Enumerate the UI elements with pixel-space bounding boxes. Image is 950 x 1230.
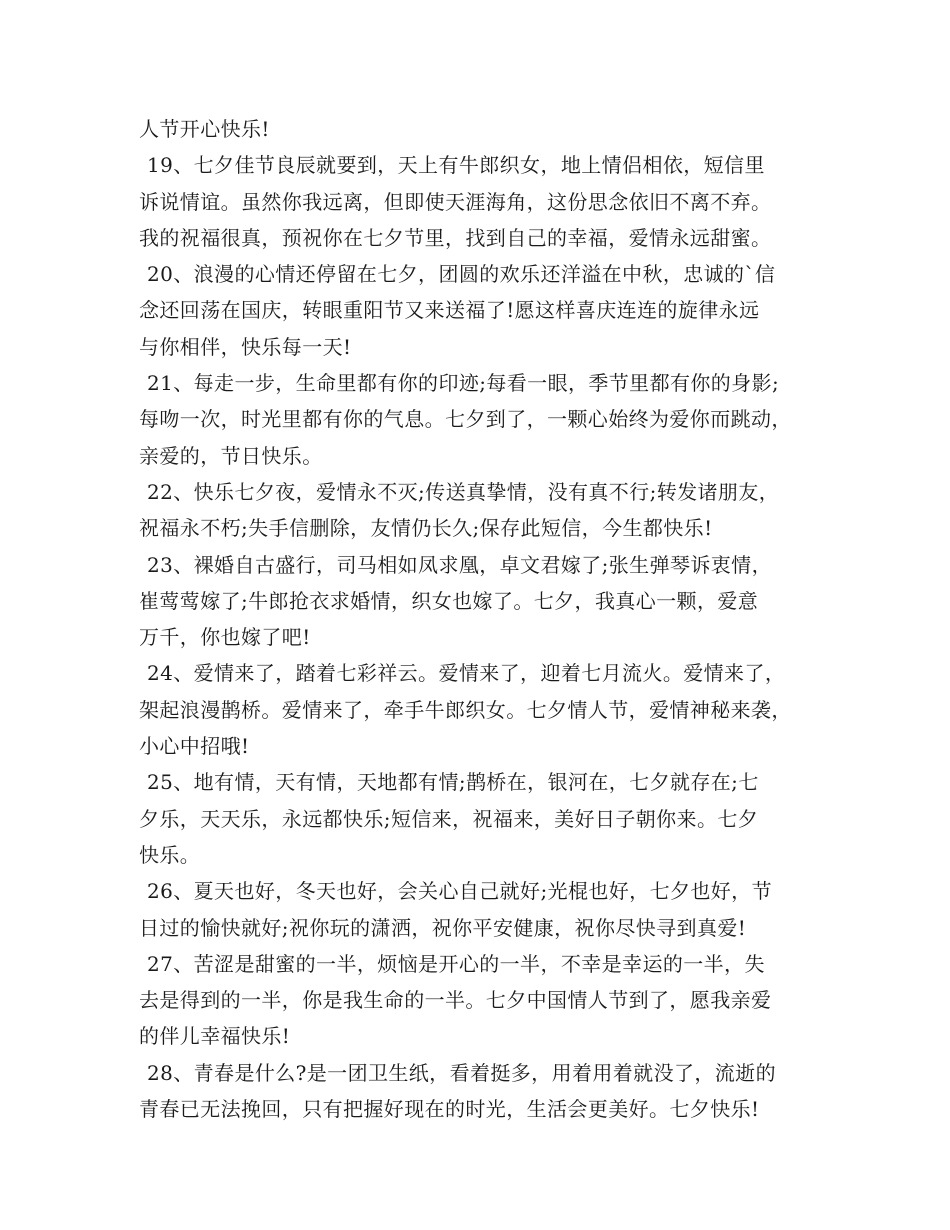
text-line: 28、青春是什么?是一团卫生纸，看着挺多，用着用着就没了，流逝的 bbox=[147, 1060, 776, 1085]
text-line: 小心中招哦! bbox=[139, 734, 250, 759]
text-line: 27、苦涩是甜蜜的一半，烦恼是开心的一半，不幸是幸运的一半，失 bbox=[147, 951, 765, 976]
text-line: 诉说情谊。虽然你我远离，但即使天涯海角，这份思念依旧不离不弃。 bbox=[139, 189, 772, 214]
text-line: 日过的愉快就好;祝你玩的潇洒，祝你平安健康，祝你尽快寻到真爱! bbox=[139, 915, 747, 940]
document-body bbox=[139, 111, 839, 1127]
text-line: 23、裸婚自古盛行，司马相如凤求凰，卓文君嫁了;张生弹琴诉衷情， bbox=[147, 552, 772, 577]
text-line: 快乐。 bbox=[139, 842, 201, 867]
text-line: 崔莺莺嫁了;牛郎抢衣求婚情，织女也嫁了。七夕，我真心一颗，爱意 bbox=[139, 588, 759, 613]
text-line: 25、地有情，天有情，天地都有情;鹊桥在，银河在，七夕就存在;七 bbox=[147, 770, 759, 795]
text-line: 亲爱的，节日快乐。 bbox=[139, 443, 323, 468]
text-line: 19、七夕佳节良辰就要到，天上有牛郎织女，地上情侣相依，短信里 bbox=[147, 153, 765, 178]
text-line: 20、浪漫的心情还停留在七夕，团圆的欢乐还洋溢在中秋，忠诚的`信 bbox=[147, 262, 776, 287]
text-line: 26、夏天也好，冬天也好，会关心自己就好;光棍也好，七夕也好，节 bbox=[147, 879, 772, 904]
text-line: 去是得到的一半，你是我生命的一半。七夕中国情人节到了，愿我亲爱 bbox=[139, 988, 772, 1013]
text-line: 万千，你也嫁了吧! bbox=[139, 625, 311, 650]
text-line: 的伴儿幸福快乐! bbox=[139, 1024, 291, 1049]
text-line: 架起浪漫鹊桥。爱情来了，牵手牛郎织女。七夕情人节，爱情神秘来袭， bbox=[139, 697, 792, 722]
text-line: 21、每走一步，生命里都有你的印迹;每看一眼，季节里都有你的身影; bbox=[147, 371, 780, 396]
text-line: 夕乐，天天乐，永远都快乐;短信来，祝福来，美好日子朝你来。七夕 bbox=[139, 806, 759, 831]
text-line: 22、快乐七夕夜，爱情永不灭;传送真挚情，没有真不行;转发诸朋友， bbox=[147, 479, 780, 504]
text-line: 与你相伴，快乐每一天! bbox=[139, 334, 352, 359]
text-line: 祝福永不朽;失手信删除，友情仍长久;保存此短信，今生都快乐! bbox=[139, 516, 713, 541]
text-line: 每吻一次，时光里都有你的气息。七夕到了，一颗心始终为爱你而跳动， bbox=[139, 407, 792, 432]
text-line: 青春已无法挽回，只有把握好现在的时光，生活会更美好。七夕快乐! bbox=[139, 1097, 760, 1122]
text-line: 人节开心快乐! bbox=[139, 117, 270, 141]
text-line: 24、爱情来了，踏着七彩祥云。爱情来了，迎着七月流火。爱情来了， bbox=[147, 661, 786, 686]
text-line: 念还回荡在国庆，转眼重阳节又来送福了!愿这样喜庆连连的旋律永远 bbox=[139, 298, 760, 323]
text-line: 我的祝福很真，预祝你在七夕节里，找到自己的幸福，爱情永远甜蜜。 bbox=[139, 225, 772, 250]
